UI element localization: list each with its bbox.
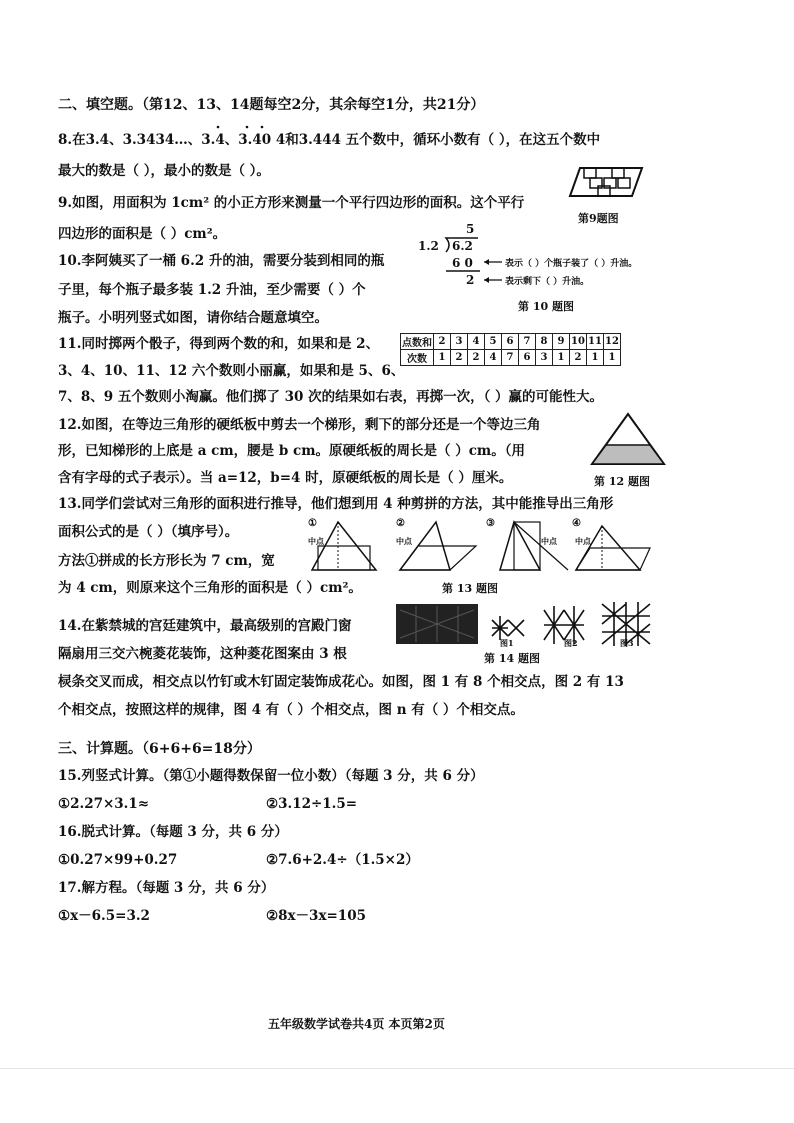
q13-midpoint-label: 中点 — [396, 536, 412, 546]
q15-part-a: ①2.27×3.1≈ — [58, 796, 150, 812]
q9-line2: 四边形的面积是（ ）cm²。 — [58, 226, 227, 242]
q11-line3: 7、8、9 五个数则小淘赢。他们掷了 30 次的结果如右表，再掷一次，（ ）赢的可能性大。 — [58, 389, 604, 405]
table-cell: 7 — [502, 350, 519, 366]
q11-dice-table — [400, 333, 621, 366]
table-cell: 2 — [468, 350, 485, 366]
q12-line1: 12.如图，在等边三角形的硬纸板中剪去一个梯形，剩下的部分还是一个等边三角 — [58, 417, 541, 433]
table-cell: 6 — [502, 334, 519, 350]
table-cell: 11 — [587, 334, 604, 350]
q9-caption: 第9题图 — [578, 212, 619, 225]
q15-part-b: ②3.12÷1.5= — [266, 796, 358, 812]
q13-fig-label-3: ③ — [486, 518, 495, 529]
q13-line2: 面积公式的是（ ）（填序号）。 — [58, 524, 239, 540]
q14-lattice-figures — [396, 600, 654, 650]
section-2-title: 二、填空题。（第12、13、14题每空2分，其余每空1分，共21分） — [58, 97, 485, 113]
q14-line4: 个相交点，按照这样的规律，图 4 有（ ）个相交点，图 n 有（ ）个相交点。 — [58, 702, 524, 718]
q8-line1: 8.在3.4、3.3434…、3.4、3.40 4和3.444 五个数中，循环小数有（ ），在这五个数中 — [58, 132, 601, 148]
table-cell: 12 — [604, 334, 621, 350]
table-cell: 次数 — [401, 350, 434, 366]
q14-fig-label-2: 图2 — [564, 638, 578, 648]
q10-division-bracket — [0, 0, 1, 1]
table-cell: 1 — [587, 350, 604, 366]
table-row — [401, 350, 621, 366]
q14-fig-label-1: 图1 — [500, 638, 514, 648]
section-3-title: 三、计算题。（6+6+6=18分） — [58, 741, 261, 757]
q10-caption: 第 10 题图 — [518, 300, 574, 313]
q11-line2: 3、4、10、11、12 六个数则小丽赢，如果和是 5、6、 — [58, 363, 405, 379]
scan-edge-divider — [0, 1068, 794, 1069]
q13-caption: 第 13 题图 — [442, 582, 498, 595]
table-cell: 1 — [434, 350, 451, 366]
q10-divisor: 1.2 — [418, 239, 439, 253]
table-cell: 7 — [519, 334, 536, 350]
table-cell: 1 — [553, 350, 570, 366]
q9-parallelogram-figure — [560, 166, 650, 206]
q12-line3: 含有字母的式子表示）。当 a=12，b=4 时，原硬纸板的周长是（ ）厘米。 — [58, 470, 513, 486]
q13-line3: 方法①拼成的长方形长为 7 cm，宽 — [58, 553, 275, 569]
q13-midpoint-label: 中点 — [308, 536, 324, 546]
q14-fig-label-3: 图3 — [620, 638, 634, 648]
table-cell: 2 — [451, 350, 468, 366]
q12-caption: 第 12 题图 — [594, 475, 650, 488]
q13-midpoint-label: 中点 — [575, 536, 591, 546]
q14-line3: 棂条交叉而成，相交点以竹钉或木钉固定装饰成花心。如图，图 1 有 8 个相交点，图 2 有 13 — [58, 674, 624, 690]
table-cell: 9 — [553, 334, 570, 350]
table-cell: 6 — [519, 350, 536, 366]
q13-line4: 为 4 cm，则原来这个三角形的面积是（ ）cm²。 — [58, 580, 362, 596]
q13-figures — [300, 518, 660, 578]
q10-line3: 瓶子。小明列竖式如图，请你结合题意填空。 — [58, 310, 328, 326]
q14-line1: 14.在紫禁城的宫廷建筑中，最高级别的宫殿门窗 — [58, 618, 352, 634]
q9-line1: 9.如图，用面积为 1cm² 的小正方形来测量一个平行四边形的面积。这个平行 — [58, 195, 525, 211]
table-cell: 10 — [570, 334, 587, 350]
q16-title: 16.脱式计算。（每题 3 分，共 6 分） — [58, 824, 288, 840]
table-cell: 5 — [485, 334, 502, 350]
table-cell: 3 — [451, 334, 468, 350]
q10-remainder: 2 — [466, 273, 475, 287]
table-cell: 1 — [604, 350, 621, 366]
table-cell: 2 — [570, 350, 587, 366]
page-footer: 五年级数学试卷共4页 本页第2页 — [268, 1017, 445, 1031]
q13-line1: 13.同学们尝试对三角形的面积进行推导，他们想到用 4 种剪拼的方法，其中能推导出三角形 — [58, 496, 614, 512]
q10-note2: 表示剩下（ ）升油。 — [505, 277, 590, 287]
q10-line1: 10.李阿姨买了一桶 6.2 升的油，需要分装到相同的瓶 — [58, 253, 385, 269]
q14-caption: 第 14 题图 — [484, 652, 540, 665]
q15-title: 15.列竖式计算。（第①小题得数保留一位小数）（每题 3 分，共 6 分） — [58, 768, 484, 784]
q10-dividend: 6.2 — [452, 239, 473, 253]
q13-fig-label-2: ② — [396, 518, 405, 529]
q14-line2: 隔扇用三交六椀菱花装饰，这种菱花图案由 3 根 — [58, 646, 347, 662]
q10-product: 6 0 — [452, 256, 473, 270]
q16-part-a: ①0.27×99+0.27 — [58, 852, 178, 868]
q12-line2: 形，已知梯形的上底是 a cm，腰是 b cm。原硬纸板的周长是（ ）cm。（用 — [58, 443, 525, 459]
q10-line2: 子里，每个瓶子最多装 1.2 升油，至少需要（ ）个 — [58, 282, 366, 298]
q16-part-b: ②7.6+2.4÷（1.5×2） — [266, 852, 419, 868]
table-cell: 2 — [434, 334, 451, 350]
table-cell: 4 — [485, 350, 502, 366]
q12-triangle-figure — [590, 412, 666, 468]
q10-note1: 表示（ ）个瓶子装了（ ）升油。 — [505, 259, 638, 269]
q17-part-a: ①x－6.5=3.2 — [58, 908, 150, 924]
q13-fig-label-4: ④ — [572, 518, 581, 529]
q13-fig-label-1: ① — [308, 518, 317, 529]
table-cell: 点数和 — [401, 334, 434, 350]
q17-part-b: ②8x－3x=105 — [266, 908, 366, 924]
q8-line2: 最大的数是（ ），最小的数是（ ）。 — [58, 163, 270, 179]
q13-midpoint-label: 中点 — [541, 536, 557, 546]
table-cell: 3 — [536, 350, 553, 366]
table-row — [401, 334, 621, 350]
table-cell: 4 — [468, 334, 485, 350]
q10-quotient: 5 — [466, 222, 475, 236]
q17-title: 17.解方程。（每题 3 分，共 6 分） — [58, 880, 275, 896]
table-cell: 8 — [536, 334, 553, 350]
q11-line1: 11.同时掷两个骰子，得到两个数的和，如果和是 2、 — [58, 336, 380, 352]
